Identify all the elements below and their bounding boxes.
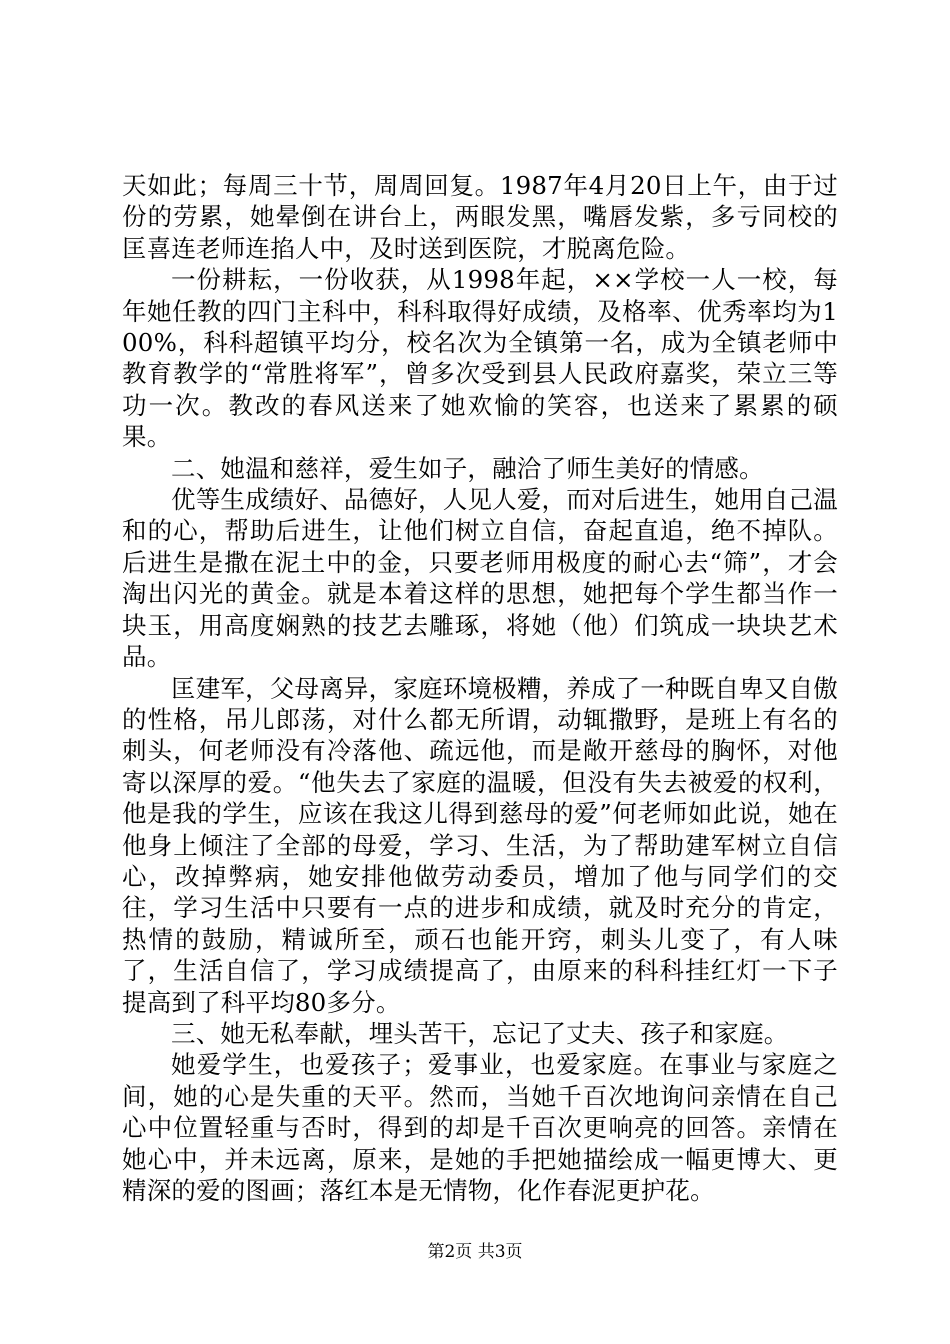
section-heading-two: 二、她温和慈祥，爱生如子，融洽了师生美好的情感。 <box>171 453 764 483</box>
section-heading-three: 三、她无私奉献，埋头苦干，忘记了丈夫、孩子和家庭。 <box>171 1018 789 1048</box>
document-body <box>122 170 838 1206</box>
paragraph-achievements: 一份耕耘，一份收获，从1998年起，××学校一人一校，每年她任教的四门主科中，科科取得好成绩，及格率、优秀率均为100%，科科超镇平均分，校名次为全镇第一名，成为全镇老师中教育教学的“常胜将军”，曾多次受到县人民政府嘉奖，荣立三等功一次。教改的春风送来了她欢愉的笑容，也送来了累累的硕果。 <box>122 265 838 452</box>
paragraph-student-story: 匡建军，父母离异，家庭环境极糟，养成了一种既自卑又自傲的性格，吊儿郎荡，对什么都无所谓，动辄撒野，是班上有名的刺头，何老师没有冷落他、疏远他，而是敞开慈母的胸怀，对他寄以深厚的爱。“他失去了家庭的温暖，但没有失去被爱的权利，他是我的学生，应该在我这儿得到慈母的爱”何老师如此说，她在他身上倾注了全部的母爱，学习、生活，为了帮助建军树立自信心，改掉弊病，她安排他做劳动委员，增加了他与同学们的交往，学习生活中只要有一点的进步和成绩，就及时充分的肯定，热情的鼓励，精诚所至，顽石也能开窍，刺头儿变了，有人味了，生活自信了，学习成绩提高了，由原来的科科挂红灯一下子提高到了科平均80多分。 <box>122 673 838 1017</box>
page-footer: 第2页 共3页 <box>427 1242 523 1262</box>
paragraph-struggling-students: 优等生成绩好、品德好，人见人爱，而对后进生，她用自己温和的心，帮助后进生，让他们树立自信，奋起直追，绝不掉队。后进生是撒在泥土中的金，只要老师用极度的耐心去“筛”，才会淘出闪光的黄金。就是本着这样的思想，她把每个学生都当作一块玉，用高度娴熟的技艺去雕琢，将她（他）们筑成一块块艺术品。 <box>122 485 838 672</box>
paragraph-continuation: 天如此；每周三十节，周周回复。1987年4月20日上午，由于过份的劳累，她晕倒在讲台上，两眼发黑，嘴唇发紫，多亏同校的匡喜连老师连掐人中，及时送到医院，才脱离危险。 <box>122 171 838 263</box>
paragraph-family: 她爱学生，也爱孩子；爱事业，也爱家庭。在事业与家庭之间，她的心是失重的天平。然而，当她千百次地询问亲情在自己心中位置轻重与否时，得到的却是千百次更响亮的回答。亲情在她心中，并未远离，原来，是她的手把她描绘成一幅更博大、更精深的爱的图画；落红本是无情物，化作春泥更护花。 <box>122 1050 838 1205</box>
